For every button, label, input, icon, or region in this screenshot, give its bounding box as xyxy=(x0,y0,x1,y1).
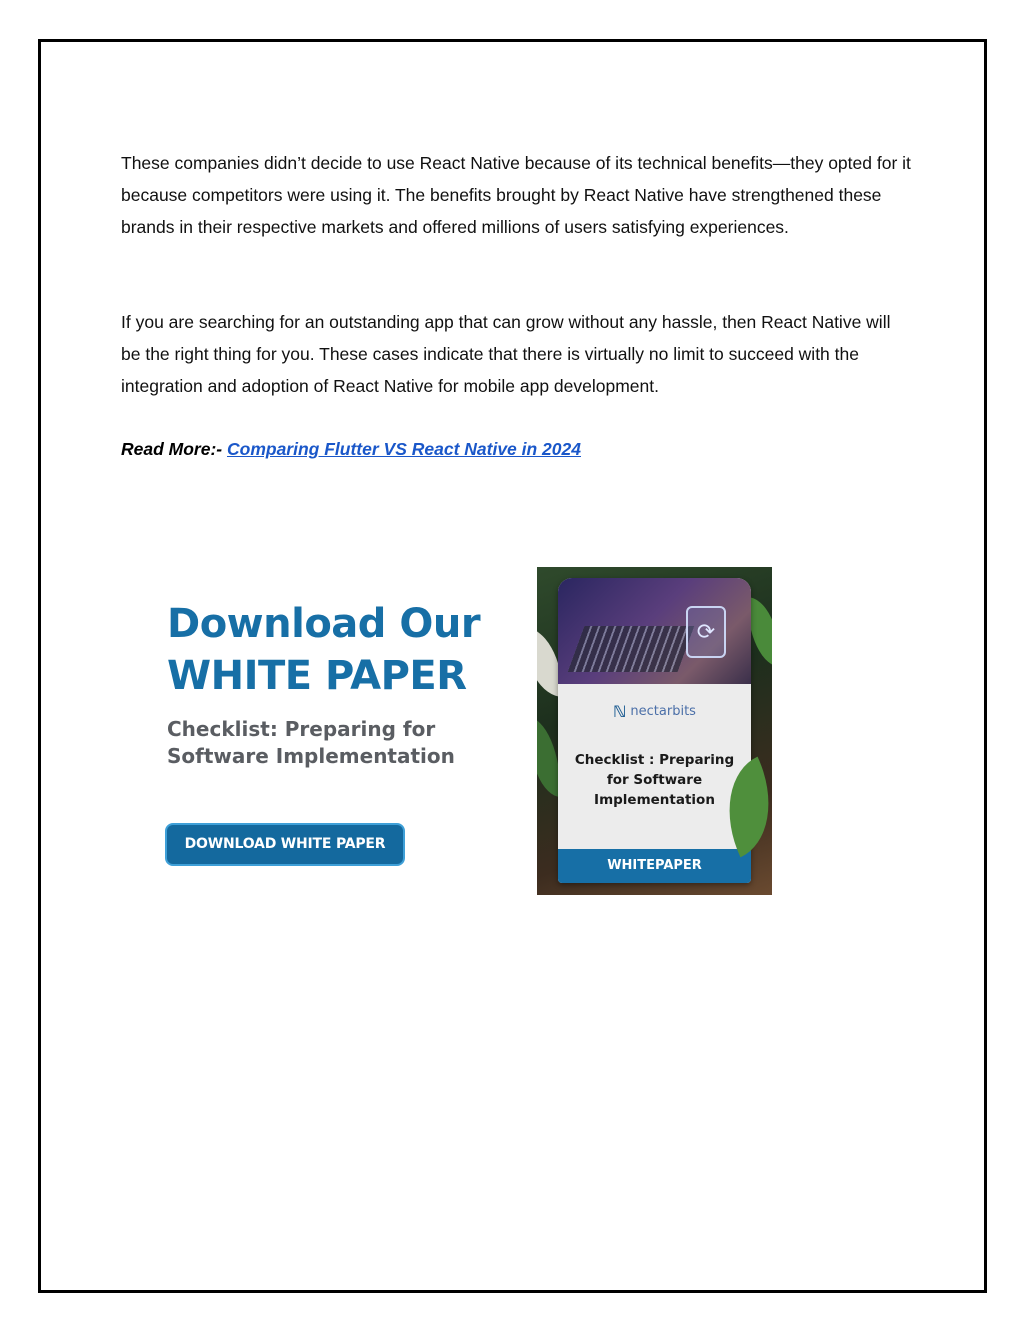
brand-logo xyxy=(558,702,751,721)
download-whitepaper-button[interactable]: DOWNLOAD WHITE PAPER xyxy=(165,823,405,866)
laptop-photo xyxy=(558,578,751,684)
nectarbits-logo-icon: ℕ xyxy=(613,702,627,721)
banner-subtitle-line-1: Checklist: Preparing for xyxy=(167,717,436,741)
keyboard-graphic xyxy=(568,626,695,672)
whitepaper-cover-image[interactable] xyxy=(537,567,772,895)
read-more-line xyxy=(121,433,581,465)
banner-title-line-1: Download Our xyxy=(167,601,481,647)
body-paragraph-1: These companies didn’t decide to use React Native because of its technical benefits—they opted for it because competitors were using it. The benefits brought by React Native have strengthened these brands in their respective markets and offered millions of users satisfying experiences. xyxy=(121,153,911,237)
cover-title-line-2: for Software xyxy=(606,772,703,788)
whitepaper-tag: WHITEPAPER xyxy=(558,849,751,883)
sync-icon: ⟳ xyxy=(686,606,726,658)
read-more-label: Read More:- xyxy=(121,439,223,459)
cover-title xyxy=(558,750,751,810)
banner-title xyxy=(167,598,480,702)
whitepaper-banner[interactable] xyxy=(140,560,800,905)
body-paragraph-2: If you are searching for an outstanding app that can grow without any hassle, then React Native will be the right thing for you. These cases indicate that there is virtually no limit to succeed with the integration and adoption of React Native for mobile app development. xyxy=(121,312,891,396)
banner-subtitle xyxy=(167,716,455,770)
cover-title-line-3: Implementation xyxy=(594,792,715,808)
whitepaper-cover-card xyxy=(558,578,751,883)
banner-title-line-2: WHITE PAPER xyxy=(167,653,467,699)
read-more-link[interactable]: Comparing Flutter VS React Native in 2024 xyxy=(227,439,581,459)
banner-subtitle-line-2: Software Implementation xyxy=(167,744,455,768)
brand-name: nectarbits xyxy=(630,704,696,719)
cover-title-line-1: Checklist : Preparing xyxy=(574,752,735,768)
